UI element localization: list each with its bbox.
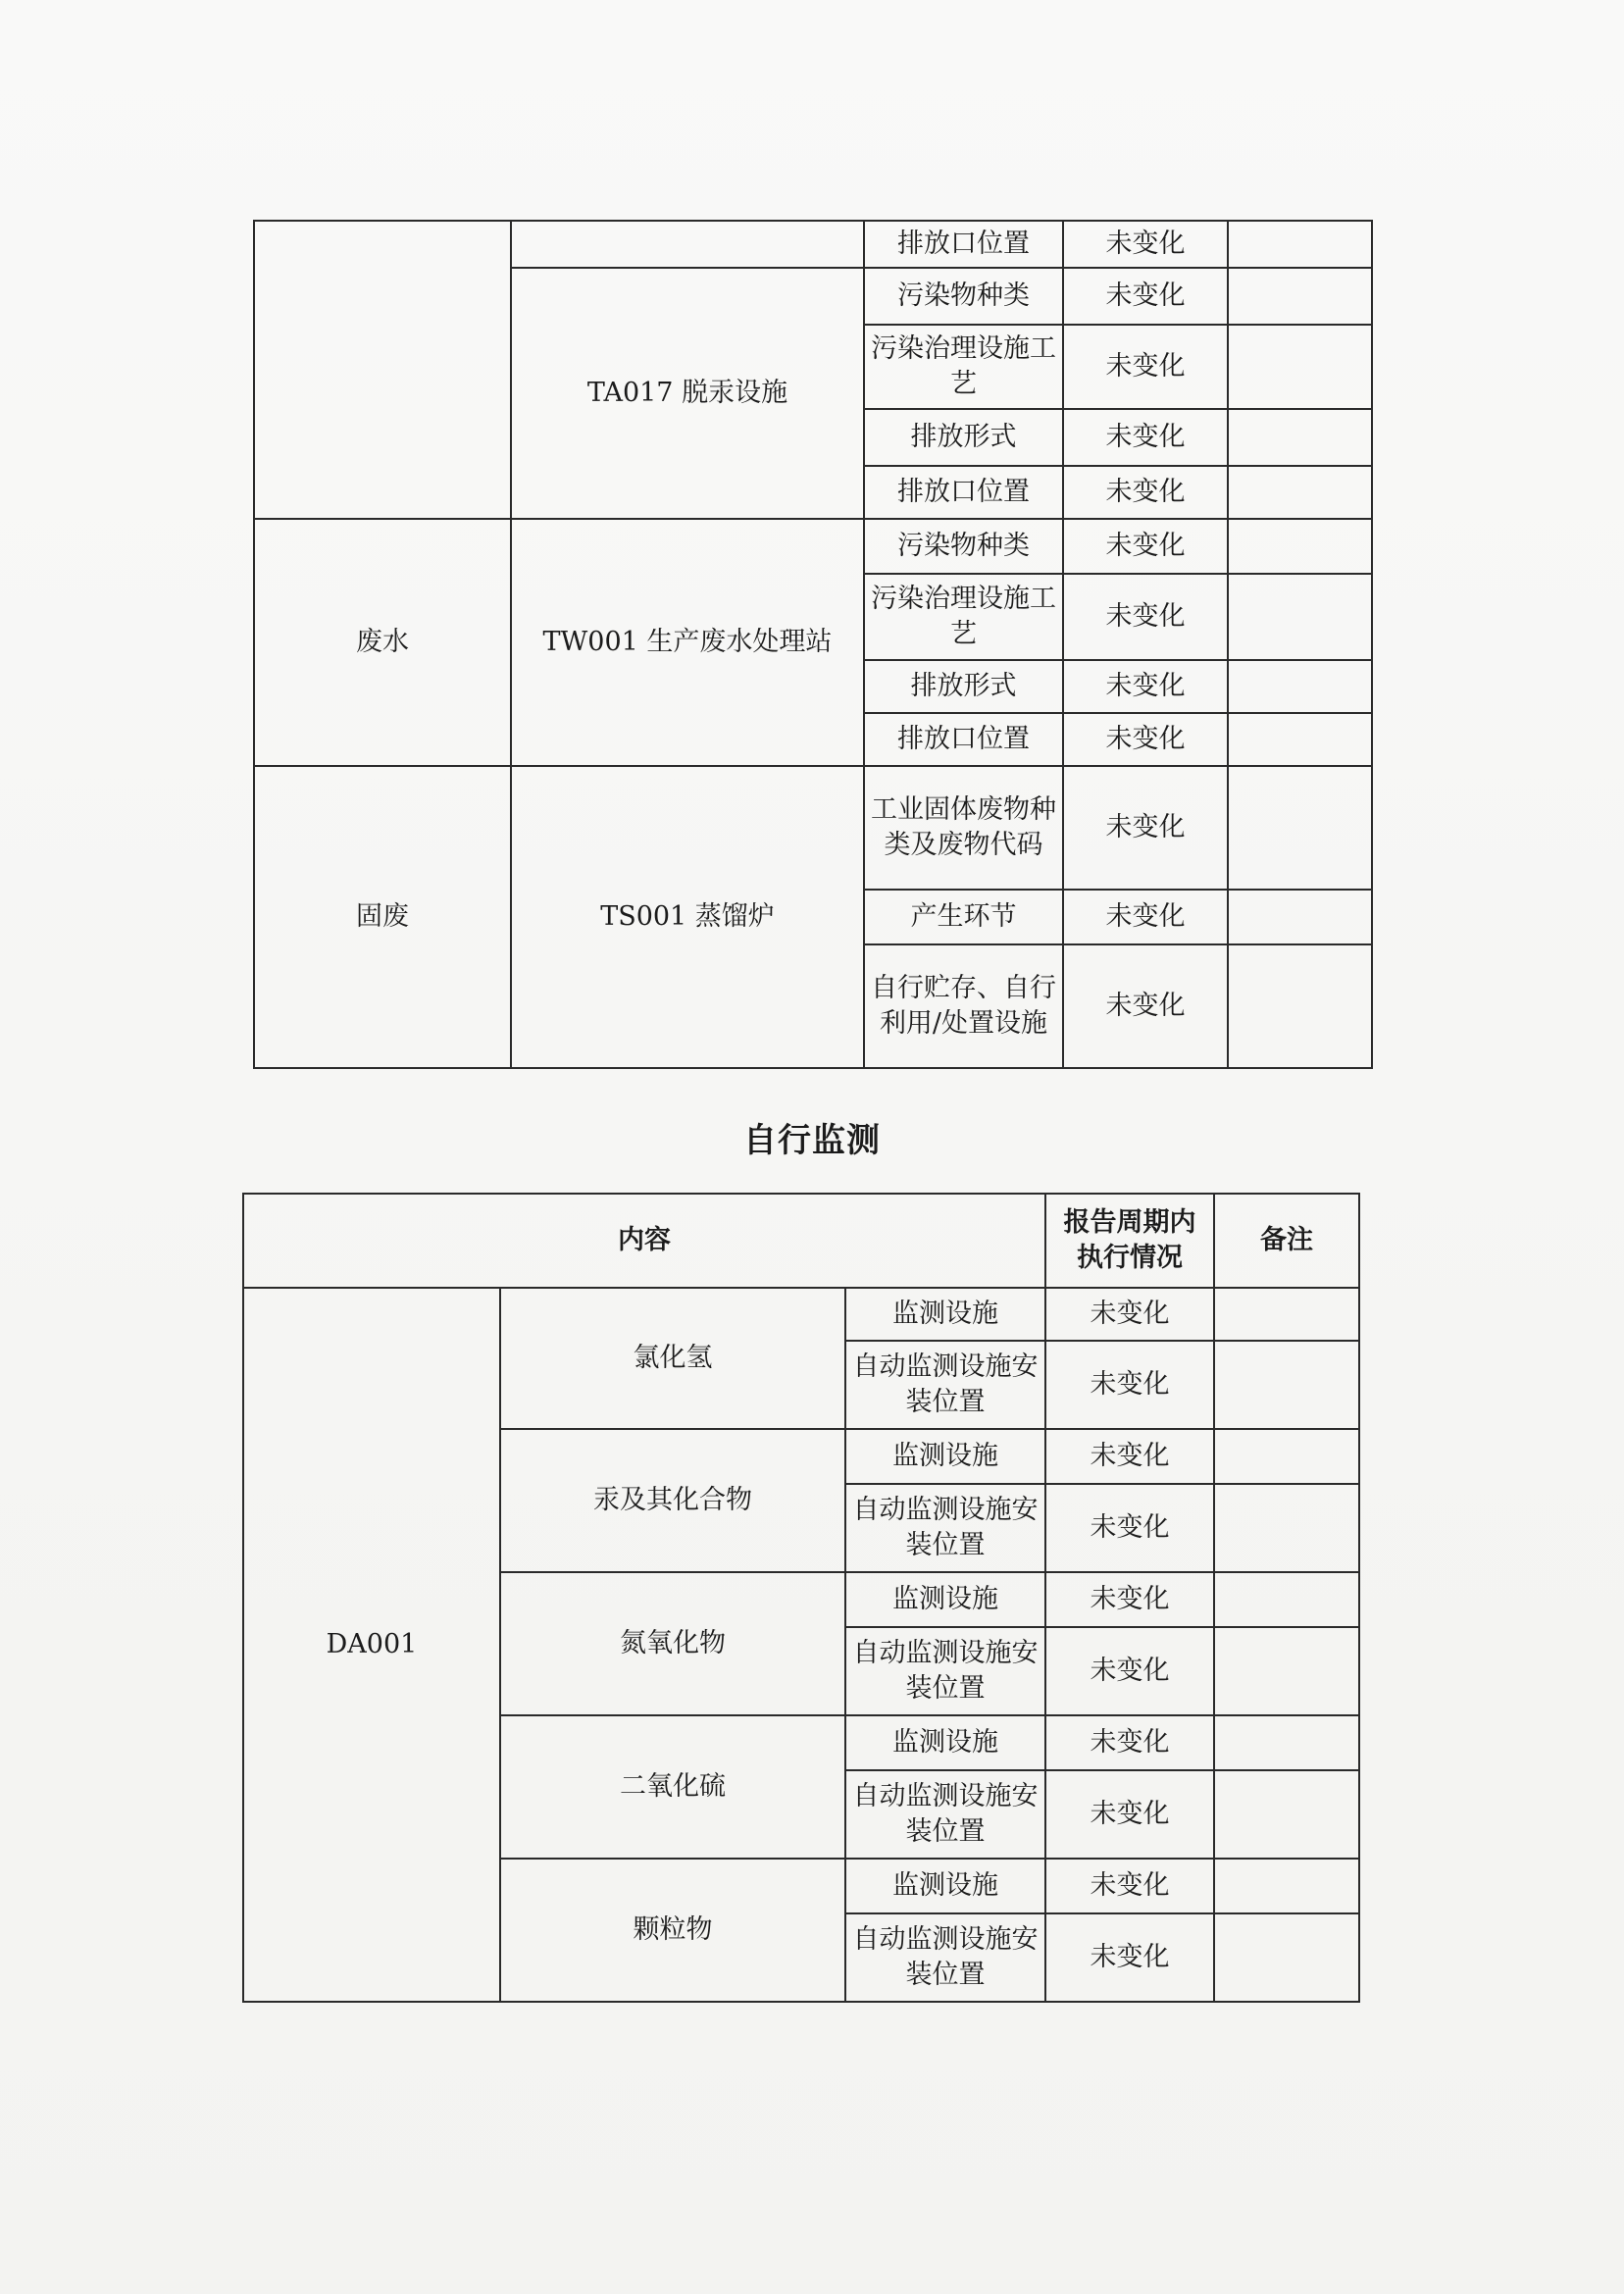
status-cell: 未变化 [1045,1770,1214,1859]
note-cell [1214,1572,1359,1627]
item-cell: 自动监测设施安装位置 [845,1627,1045,1715]
status-cell: 未变化 [1045,1859,1214,1913]
emission-facility-table [253,220,1373,1069]
status-cell: 未变化 [1063,268,1228,325]
status-cell: 未变化 [1063,944,1228,1068]
status-cell: 未变化 [1063,574,1228,660]
note-cell [1214,1715,1359,1770]
facility-cell: TW001 生产废水处理站 [511,519,864,766]
item-cell: 监测设施 [845,1288,1045,1341]
item-cell: 污染物种类 [864,268,1063,325]
item-cell: 自动监测设施安装位置 [845,1913,1045,2002]
item-cell: 自动监测设施安装位置 [845,1770,1045,1859]
note-cell [1228,660,1372,713]
item-cell: 污染治理设施工艺 [864,574,1063,660]
item-cell: 工业固体废物种类及废物代码 [864,766,1063,890]
pollutant-cell: 氮氧化物 [500,1572,845,1715]
item-cell: 监测设施 [845,1715,1045,1770]
note-cell [1214,1429,1359,1484]
facility-cell [511,221,864,268]
item-cell: 排放口位置 [864,466,1063,519]
facility-cell: TS001 蒸馏炉 [511,766,864,1068]
status-cell: 未变化 [1045,1913,1214,2002]
status-cell: 未变化 [1045,1429,1214,1484]
category-cell: 废水 [254,519,511,766]
self-monitoring-table [242,1193,1360,2003]
note-cell [1228,409,1372,466]
outlet-cell: DA001 [243,1288,500,2002]
note-cell [1228,713,1372,766]
status-cell: 未变化 [1045,1715,1214,1770]
pollutant-cell: 汞及其化合物 [500,1429,845,1572]
facility-cell: TA017 脱汞设施 [511,268,864,519]
pollutant-cell: 二氧化硫 [500,1715,845,1859]
category-cell: 固废 [254,766,511,1068]
note-cell [1228,574,1372,660]
item-cell: 污染治理设施工艺 [864,325,1063,409]
status-cell: 未变化 [1063,890,1228,944]
table-row [254,221,1372,268]
note-cell [1228,466,1372,519]
item-cell: 自动监测设施安装位置 [845,1484,1045,1572]
item-cell: 自行贮存、自行利用/处置设施 [864,944,1063,1068]
item-cell: 监测设施 [845,1429,1045,1484]
note-cell [1228,766,1372,890]
note-cell [1228,325,1372,409]
item-cell: 产生环节 [864,890,1063,944]
item-cell: 自动监测设施安装位置 [845,1341,1045,1429]
table-row [254,519,1372,574]
note-cell [1214,1627,1359,1715]
status-cell: 未变化 [1045,1341,1214,1429]
note-cell [1214,1859,1359,1913]
pollutant-cell: 氯化氢 [500,1288,845,1429]
status-cell: 未变化 [1063,466,1228,519]
status-cell: 未变化 [1063,221,1228,268]
note-cell [1228,890,1372,944]
item-cell: 排放形式 [864,409,1063,466]
table-row [254,766,1372,890]
note-cell [1214,1484,1359,1572]
category-cell [254,221,511,519]
note-cell [1214,1770,1359,1859]
header-note: 备注 [1214,1194,1359,1288]
table-row [243,1288,1359,1341]
item-cell: 监测设施 [845,1572,1045,1627]
item-cell: 排放口位置 [864,713,1063,766]
note-cell [1228,519,1372,574]
item-cell: 污染物种类 [864,519,1063,574]
status-cell: 未变化 [1045,1627,1214,1715]
item-cell: 监测设施 [845,1859,1045,1913]
status-cell: 未变化 [1063,660,1228,713]
status-cell: 未变化 [1063,766,1228,890]
header-status: 报告周期内执行情况 [1045,1194,1214,1288]
item-cell: 排放口位置 [864,221,1063,268]
pollutant-cell: 颗粒物 [500,1859,845,2002]
note-cell [1214,1913,1359,2002]
note-cell [1214,1288,1359,1341]
note-cell [1228,221,1372,268]
status-cell: 未变化 [1063,325,1228,409]
section-title: 自行监测 [743,1121,881,1160]
note-cell [1214,1341,1359,1429]
status-cell: 未变化 [1045,1572,1214,1627]
note-cell [1228,944,1372,1068]
table-header-row [243,1194,1359,1288]
status-cell: 未变化 [1045,1484,1214,1572]
header-content: 内容 [243,1194,1045,1288]
status-cell: 未变化 [1063,713,1228,766]
status-cell: 未变化 [1045,1288,1214,1341]
status-cell: 未变化 [1063,409,1228,466]
note-cell [1228,268,1372,325]
status-cell: 未变化 [1063,519,1228,574]
item-cell: 排放形式 [864,660,1063,713]
